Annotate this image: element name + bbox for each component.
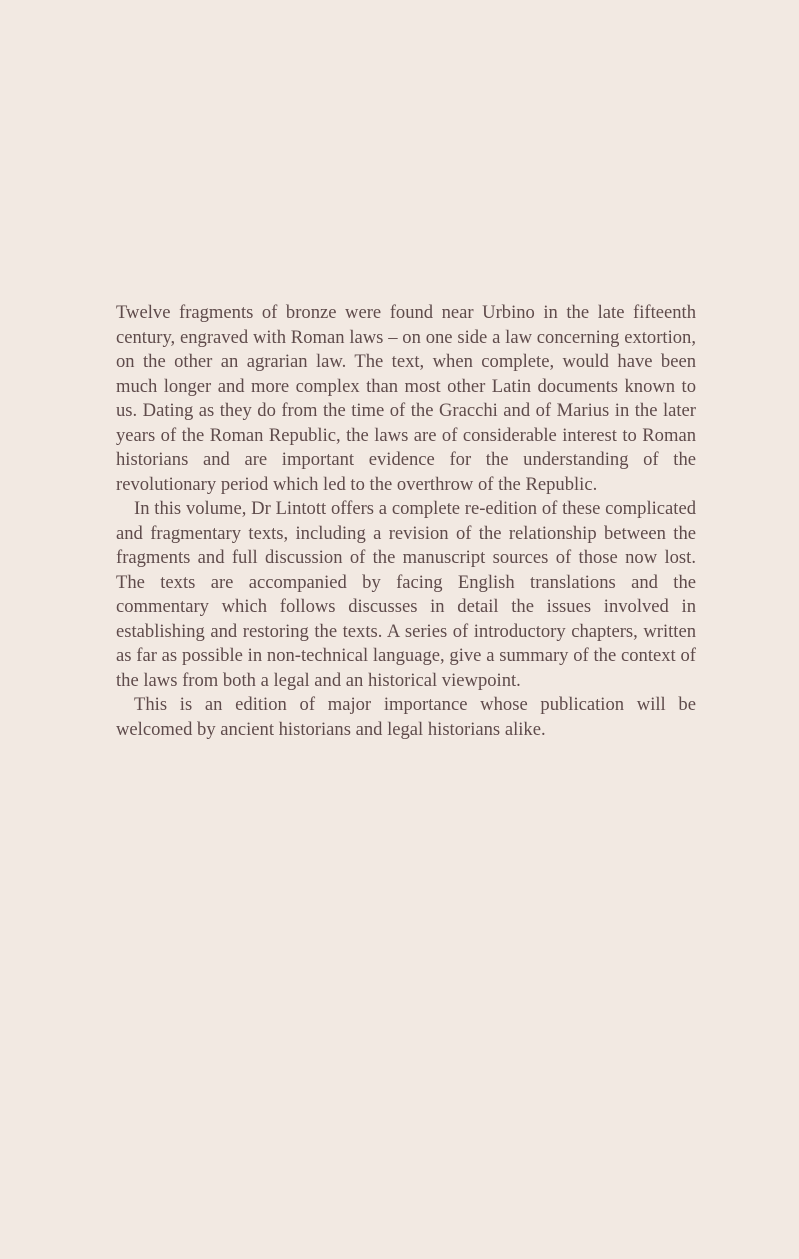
description-paragraph-1: Twelve fragments of bronze were found near Urbino in the late fifteenth century, engraved with Roman laws – on one side a law concerning extortion, on the other an agrarian law. The text, when complete, would have been much longer and more complex than most other Latin documents known to us. Dating as they do from the time of the Gracchi and of Marius in the later years of the Roman Republic, the laws are of considerable interest to Roman historians and are important evidence for the understanding of the revolutionary period which led to the overthrow of the Republic.: [116, 302, 696, 495]
book-description: [116, 301, 696, 742]
description-paragraph-2: In this volume, Dr Lintott offers a complete re-edition of these complicated and fragmentary texts, including a revision of the relationship between the fragments and full discussion of the manuscript sources of those now lost. The texts are accompanied by facing English translations and the commentary which follows discusses in detail the issues involved in establishing and restoring the texts. A series of introductory chapters, written as far as possible in non-technical language, give a summary of the context of the laws from both a legal and an historical viewpoint.: [116, 498, 696, 691]
description-paragraph-3: This is an edition of major importance whose publication will be welcomed by ancient historians and legal historians alike.: [116, 694, 696, 740]
